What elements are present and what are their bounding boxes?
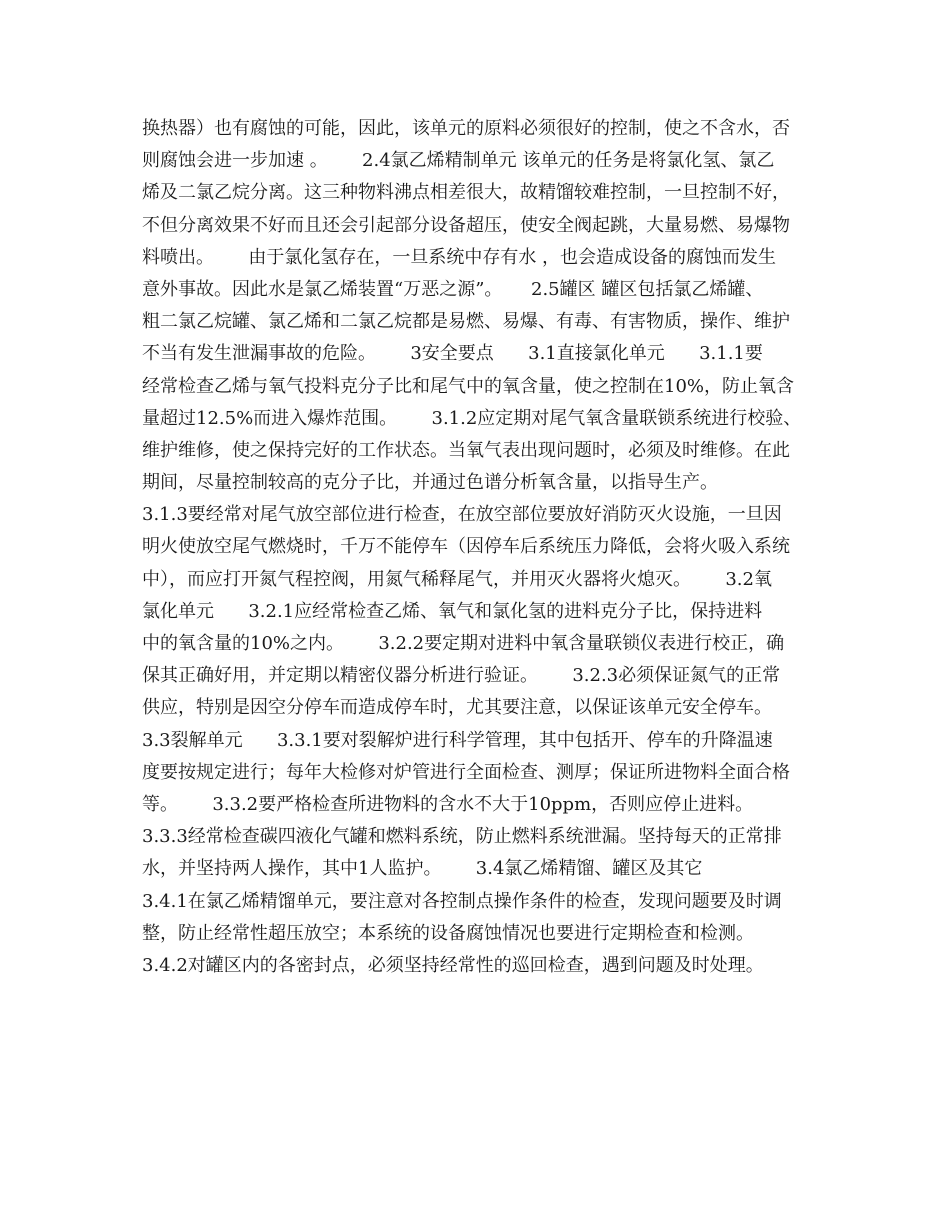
text-line: 3.3.3经常检查碳四液化气罐和燃料系统，防止燃料系统泄漏。坚持每天的正常排 bbox=[142, 826, 782, 848]
text-line: 期间，尽量控制较高的克分子比，并通过色谱分析氧含量，以指导生产。 bbox=[142, 472, 718, 494]
text-line: 明火使放空尾气燃烧时，千万不能停车（因停车后系统压力降低，会将火吸入系统 bbox=[142, 536, 790, 558]
text-line: 量超过12.5%而进入爆炸范围。 3.1.2应定期对尾气氧含量联锁系统进行校验、 bbox=[142, 407, 802, 429]
text-line: 3.1.3要经常对尾气放空部位进行检查，在放空部位要放好消防灭火设施，一旦因 bbox=[142, 504, 782, 526]
text-line: 中的氧含量的10%之内。 3.2.2要定期对进料中氧含量联锁仪表进行校正，确 bbox=[142, 633, 785, 654]
text-line: 料喷出。 由于氯化氢存在，一旦系统中存有水 ，也会造成设备的腐蚀而发生 bbox=[142, 246, 777, 268]
text-line: 则腐蚀会进一步加速 。 2.4氯乙烯精制单元 该单元的任务是将氯化氢、氯乙 bbox=[142, 150, 775, 172]
text-line: 保其正确好用，并定期以精密仪器分析进行验证。 3.2.3必须保证氮气的正常 bbox=[142, 665, 781, 687]
text-line: 中），而应打开氮气程控阀，用氮气稀释尾气，并用灭火器将火熄灭。 3.2氧 bbox=[142, 568, 772, 590]
document-body bbox=[142, 113, 822, 982]
text-line: 不当有发生泄漏事故的危险。 3安全要点 3.1直接氯化单元 3.1.1要 bbox=[142, 343, 763, 365]
text-line: 意外事故。因此水是氯乙烯装置“万恶之源”。 2.5罐区 罐区包括氯乙烯罐、 bbox=[142, 278, 764, 300]
text-line: 不但分离效果不好而且还会引起部分设备超压，使安全阀起跳，大量易燃、易爆物 bbox=[142, 214, 790, 236]
text-line: 维护维修，使之保持完好的工作状态。当氧气表出现问题时，必须及时维修。在此 bbox=[142, 439, 790, 461]
text-line: 整，防止经常性超压放空；本系统的设备腐蚀情况也要进行定期检查和检测。 bbox=[142, 922, 754, 944]
text-line: 度要按规定进行；每年大检修对炉管进行全面检查、测厚；保证所进物料全面合格 bbox=[142, 761, 790, 783]
text-line: 氯化单元 3.2.1应经常检查乙烯、氧气和氯化氢的进料克分子比，保持进料 bbox=[142, 600, 763, 622]
text-line: 等。 3.3.2要严格检查所进物料的含水不大于10ppm，否则应停止进料。 bbox=[142, 793, 754, 815]
text-line: 3.3裂解单元 3.3.1要对裂解炉进行科学管理，其中包括开、停车的升降温速 bbox=[142, 729, 773, 751]
text-line: 换热器）也有腐蚀的可能，因此，该单元的原料必须很好的控制，使之不含水，否 bbox=[142, 118, 790, 139]
text-line: 水，并坚持两人操作，其中1人监护。 3.4氯乙烯精馏、罐区及其它 bbox=[142, 858, 703, 880]
text-line: 供应，特别是因空分停车而造成停车时，尤其要注意，以保证该单元安全停车。 bbox=[142, 697, 772, 719]
text-line: 粗二氯乙烷罐、氯乙烯和二氯乙烷都是易燃、易爆、有毒、有害物质，操作、维护 bbox=[142, 311, 790, 333]
text-line: 3.4.1在氯乙烯精馏单元，要注意对各控制点操作条件的检查，发现问题要及时调 bbox=[142, 890, 782, 912]
text-line: 3.4.2对罐区内的各密封点，必须坚持经常性的巡回检查，遇到问题及时处理。 bbox=[142, 954, 764, 976]
text-line: 烯及二氯乙烷分离。这三种物料沸点相差很大，故精馏较难控制，一旦控制不好， bbox=[142, 182, 790, 204]
text-line: 经常检查乙烯与氧气投料克分子比和尾气中的氧含量，使之控制在10%，防止氧含 bbox=[142, 375, 795, 397]
